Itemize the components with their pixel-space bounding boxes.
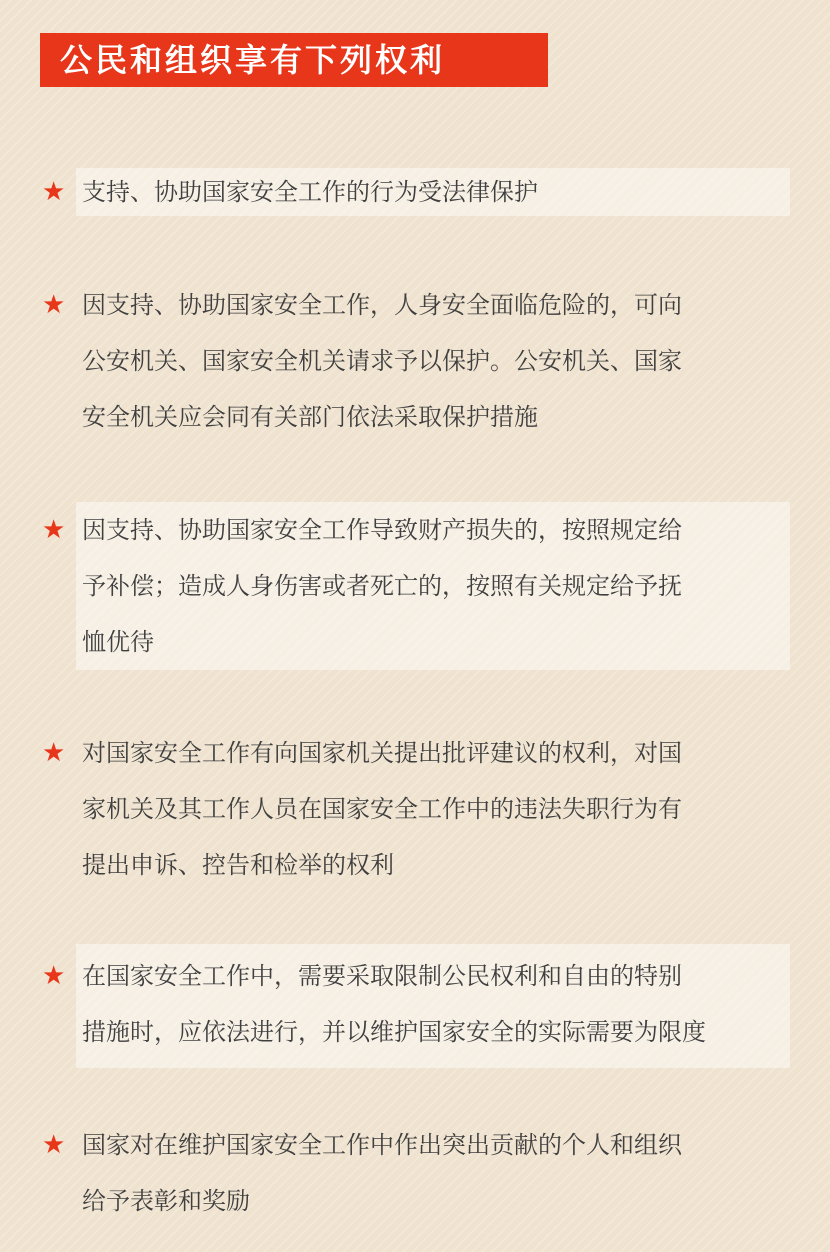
- star-icon: ★: [42, 1130, 66, 1160]
- list-item: [0, 944, 830, 1068]
- item-text: [82, 277, 770, 445]
- item-line: 国家对在维护国家安全工作中作出突出贡献的个人和组织: [82, 1131, 682, 1159]
- item-text: [82, 948, 770, 1060]
- page-title: 公民和组织享有下列权利: [40, 33, 548, 87]
- star-icon: ★: [42, 961, 66, 991]
- item-line: 安全机关应会同有关部门依法采取保护措施: [82, 403, 538, 431]
- item-line: 支持、协助国家安全工作的行为受法律保护: [82, 178, 538, 206]
- item-line: 因支持、协助国家安全工作导致财产损失的，按照规定给: [82, 516, 682, 544]
- item-line: 因支持、协助国家安全工作，人身安全面临危险的，可向: [82, 291, 682, 319]
- star-icon: ★: [42, 515, 66, 545]
- item-line: 恤优待: [82, 628, 154, 656]
- star-icon: ★: [42, 738, 66, 768]
- item-line: 对国家安全工作有向国家机关提出批评建议的权利，对国: [82, 739, 682, 767]
- item-text: [82, 1117, 770, 1229]
- item-line: 给予表彰和奖励: [82, 1187, 250, 1215]
- item-line: 家机关及其工作人员在国家安全工作中的违法失职行为有: [82, 795, 682, 823]
- item-line: 措施时，应依法进行，并以维护国家安全的实际需要为限度: [82, 1018, 706, 1046]
- item-line: 在国家安全工作中，需要采取限制公民权利和自由的特别: [82, 962, 682, 990]
- list-item: [0, 277, 830, 445]
- list-item: [0, 502, 830, 670]
- item-line: 提出申诉、控告和检举的权利: [82, 851, 394, 879]
- star-icon: ★: [42, 177, 66, 207]
- list-item: [0, 168, 830, 216]
- item-text: [82, 725, 770, 893]
- star-icon: ★: [42, 290, 66, 320]
- item-text: [82, 502, 770, 670]
- list-item: [0, 725, 830, 893]
- list-item: [0, 1117, 830, 1229]
- item-line: 予补偿；造成人身伤害或者死亡的，按照有关规定给予抚: [82, 572, 682, 600]
- item-text: [82, 164, 770, 220]
- item-line: 公安机关、国家安全机关请求予以保护。公安机关、国家: [82, 347, 682, 375]
